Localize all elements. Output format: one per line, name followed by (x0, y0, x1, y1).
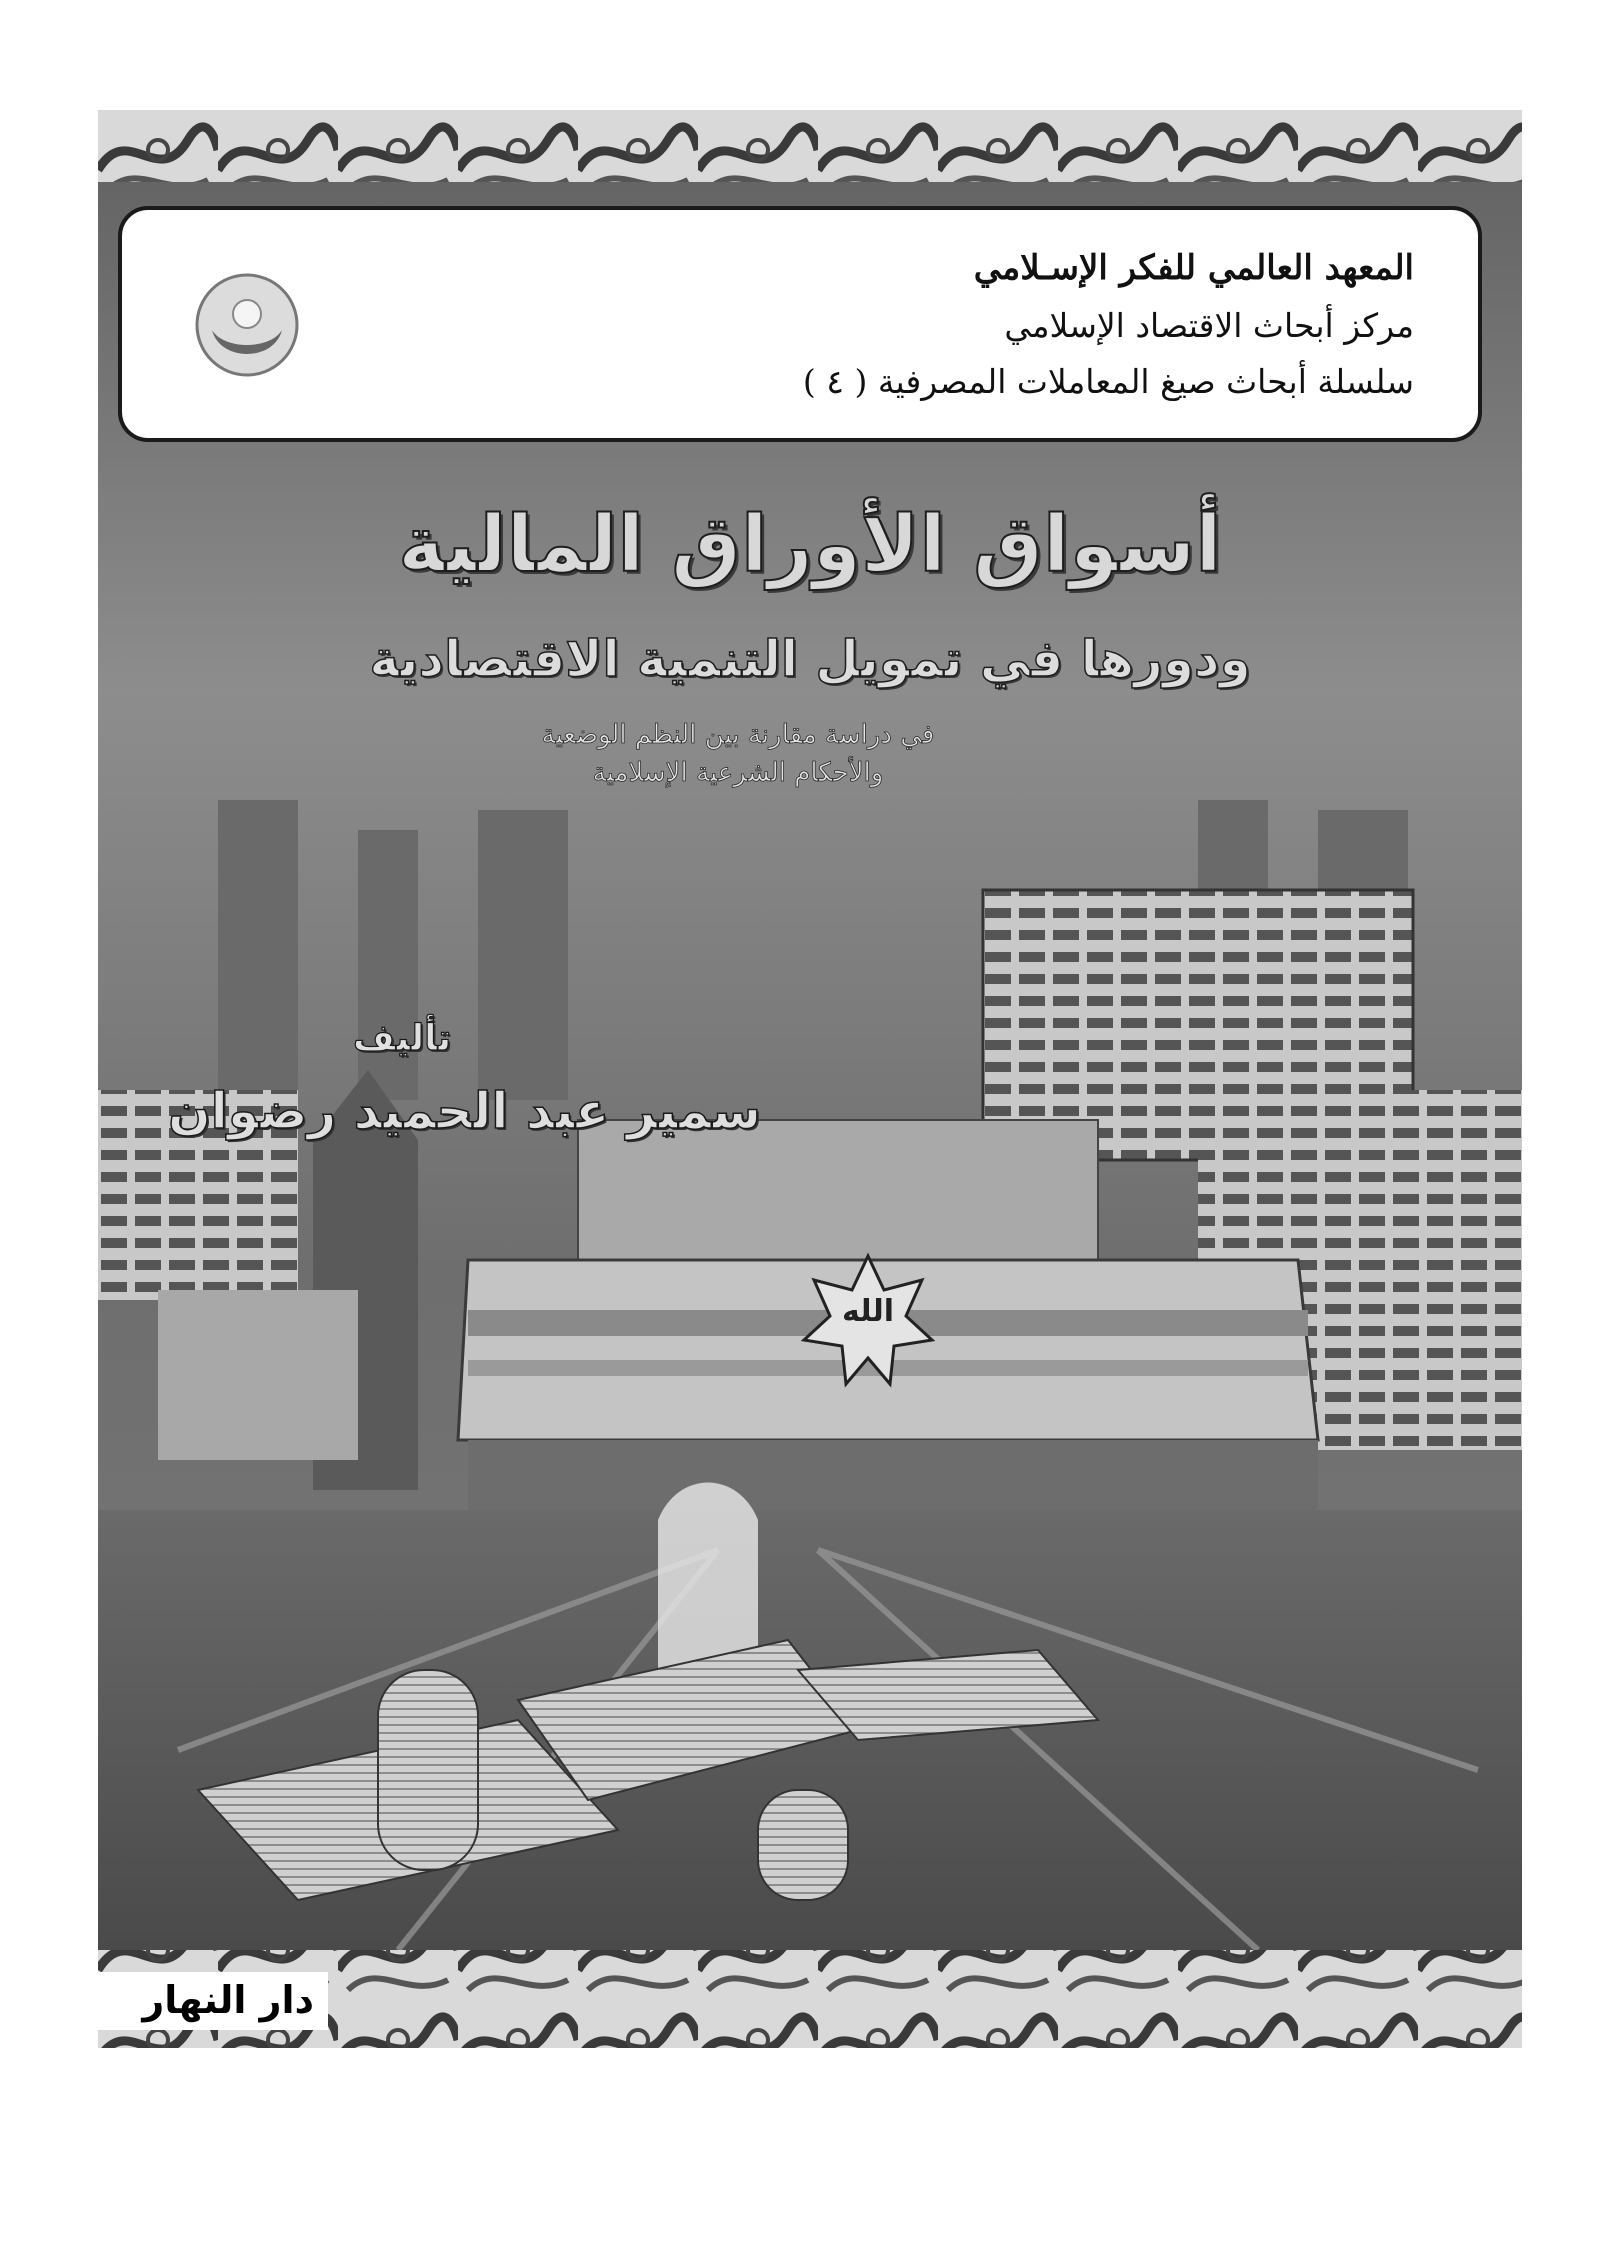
subtitle: ودورها في تمويل التنمية الاقتصادية (369, 630, 1251, 688)
series-line: سلسلة أبحاث صيغ المعاملات المصرفية ( ٤ ) (802, 362, 1414, 401)
allah-text: الله (842, 1294, 894, 1329)
publisher-box (98, 1972, 328, 2030)
book-cover (98, 110, 1522, 2048)
main-title: أسواق الأوراق المالية (398, 500, 1222, 590)
author-label: تأليف (353, 1018, 452, 1059)
subsubtitle-line-2: والأحكام الشرعية الإسلامية (592, 758, 884, 788)
subsubtitle-line-1: في دراسة مقارنة بين النظم الوضعية (541, 720, 935, 750)
publisher-name: دار النهار (142, 1978, 314, 2022)
allah-plaque (798, 1250, 938, 1390)
header-box (118, 206, 1482, 442)
center-name: مركز أبحاث الاقتصاد الإسلامي (1004, 306, 1414, 345)
emblem-icon (192, 270, 302, 380)
author-name: سمير عبد الحميد رضوان (168, 1082, 761, 1140)
top-ornament (98, 110, 1522, 182)
institute-name: المعهد العالمي للفكر الإسـلامي (973, 248, 1414, 288)
